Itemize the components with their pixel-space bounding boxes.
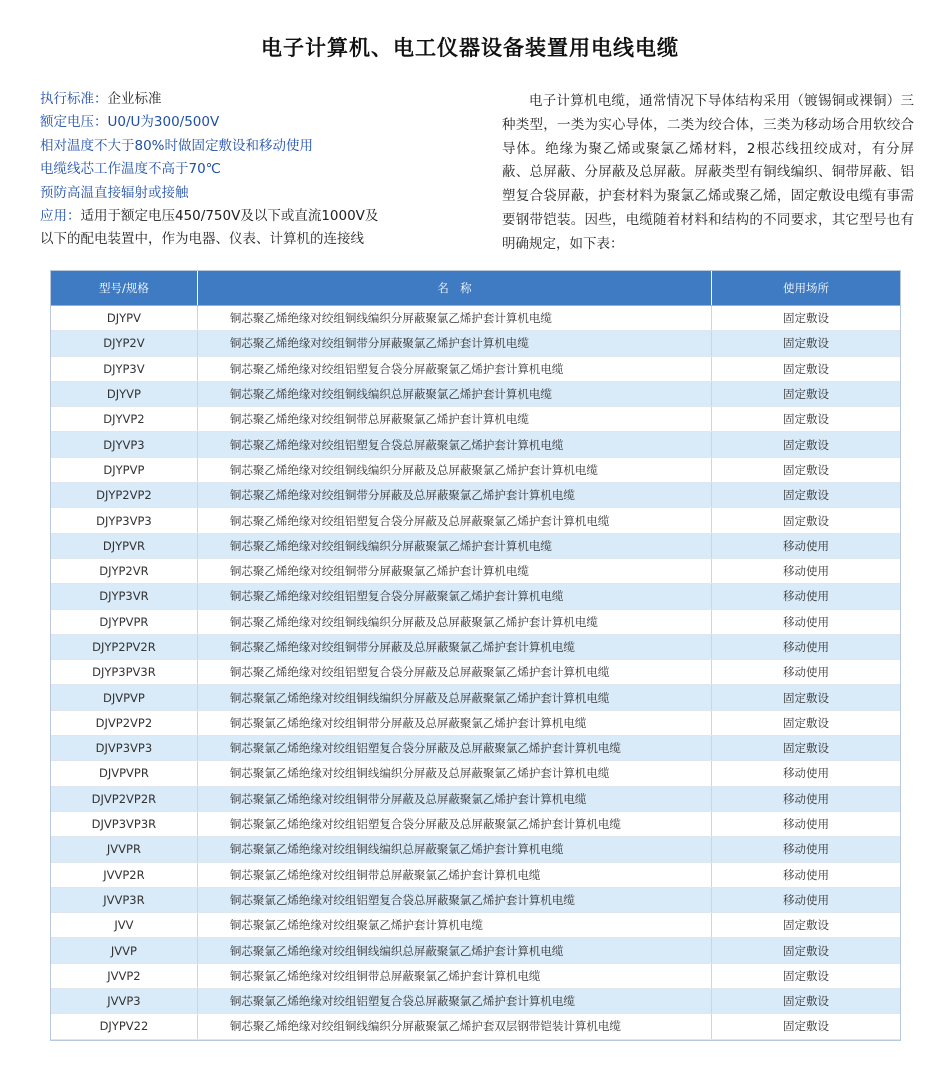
spec-application-cont: 以下的配电装置中，作为电器、仪表、计算机的连接线 xyxy=(40,231,364,248)
cell-model: JVVP xyxy=(51,938,197,963)
cell-name: 铜芯聚乙烯绝缘对绞组铜带分屏蔽聚氯乙烯护套计算机电缆 xyxy=(197,558,711,583)
spec-voltage xyxy=(40,111,460,134)
cell-model: DJYPVPR xyxy=(51,609,197,634)
cell-model: DJVP3VP3 xyxy=(51,736,197,761)
cell-name: 铜芯聚氯乙烯绝缘对绞组铝塑复合袋总屏蔽聚氯乙烯护套计算机电缆 xyxy=(197,887,711,912)
table-row xyxy=(51,685,900,710)
spec-standard xyxy=(40,88,460,111)
cell-model: DJYPVP xyxy=(51,457,197,482)
cell-model: DJVP3VP3R xyxy=(51,811,197,836)
table-row xyxy=(51,938,900,963)
table-row xyxy=(51,634,900,659)
cell-use: 移动使用 xyxy=(712,887,900,912)
cell-model: DJYVP3 xyxy=(51,432,197,457)
table-row xyxy=(51,786,900,811)
description-paragraph: 电子计算机电缆，通常情况下导体结构采用（镀锡铜或裸铜）三种类型，一类为实心导体，二类为绞合体，三类为移动场合用软绞合导体。绝缘为聚乙烯或聚氯乙烯材料，2根芯线扭绞成对，有分屏蔽、总屏蔽、分屏蔽及总屏蔽。屏蔽类型有铜线编织、铜带屏蔽、铝塑复合袋屏蔽，护套材料为聚氯乙烯或聚乙烯，固定敷设电缆有事需要钢带铠装。因些，电缆随着材料和结构的不同要求，其它型号也有明确规定，如下表： xyxy=(502,93,914,252)
table-row xyxy=(51,837,900,862)
cell-name: 铜芯聚氯乙烯绝缘对绞组铝塑复合袋分屏蔽及总屏蔽聚氯乙烯护套计算机电缆 xyxy=(197,811,711,836)
cell-use: 移动使用 xyxy=(712,786,900,811)
table-row xyxy=(51,533,900,558)
cell-model: DJYP3V xyxy=(51,356,197,381)
cell-use: 固定敷设 xyxy=(712,331,900,356)
header-model: 型号/规格 xyxy=(51,271,197,306)
spec-value: 适用于额定电压450/750V及以下或直流1000V及 xyxy=(80,208,379,225)
cell-model: DJYP3VP3 xyxy=(51,508,197,533)
header-use: 使用场所 xyxy=(712,271,900,306)
cell-use: 固定敷设 xyxy=(712,356,900,381)
cell-use: 固定敷设 xyxy=(712,685,900,710)
cell-name: 铜芯聚氯乙烯绝缘对绞组铜线编织分屏蔽及总屏蔽聚氯乙烯护套计算机电缆 xyxy=(197,761,711,786)
table-header-row xyxy=(51,271,900,306)
cell-name: 铜芯聚乙烯绝缘对绞组铜线编织分屏蔽聚氯乙烯护套计算机电缆 xyxy=(197,306,711,331)
cell-use: 移动使用 xyxy=(712,837,900,862)
cell-name: 铜芯聚氯乙烯绝缘对绞组铜线编织分屏蔽及总屏蔽聚氯乙烯护套计算机电缆 xyxy=(197,685,711,710)
cell-name: 铜芯聚乙烯绝缘对绞组铜带总屏蔽聚氯乙烯护套计算机电缆 xyxy=(197,407,711,432)
cell-use: 固定敷设 xyxy=(712,457,900,482)
table-row xyxy=(51,331,900,356)
cell-model: DJVPVP xyxy=(51,685,197,710)
cell-model: JVVP3 xyxy=(51,989,197,1014)
cell-model: DJYP3VR xyxy=(51,584,197,609)
cell-name: 铜芯聚乙烯绝缘对绞组铜带分屏蔽及总屏蔽聚氯乙烯护套计算机电缆 xyxy=(197,483,711,508)
cable-table xyxy=(50,270,901,1041)
cell-name: 铜芯聚氯乙烯绝缘对绞组铜带分屏蔽及总屏蔽聚氯乙烯护套计算机电缆 xyxy=(197,710,711,735)
cell-model: DJYVP2 xyxy=(51,407,197,432)
cell-name: 铜芯聚乙烯绝缘对绞组铜带分屏蔽及总屏蔽聚氯乙烯护套计算机电缆 xyxy=(197,634,711,659)
cell-name: 铜芯聚氯乙烯绝缘对绞组铜带总屏蔽聚氯乙烯护套计算机电缆 xyxy=(197,862,711,887)
table-row xyxy=(51,989,900,1014)
table-row xyxy=(51,584,900,609)
header-name: 名 称 xyxy=(197,271,711,306)
table-row xyxy=(51,457,900,482)
table-row xyxy=(51,483,900,508)
cell-use: 移动使用 xyxy=(712,634,900,659)
table-row xyxy=(51,862,900,887)
cell-use: 固定敷设 xyxy=(712,381,900,406)
cell-use: 固定敷设 xyxy=(712,963,900,988)
spec-radiation xyxy=(40,182,460,205)
cell-use: 固定敷设 xyxy=(712,938,900,963)
cell-model: DJYVP xyxy=(51,381,197,406)
table-row xyxy=(51,710,900,735)
cell-model: JVV xyxy=(51,913,197,938)
cell-name: 铜芯聚氯乙烯绝缘对绞组铜线编织总屏蔽聚氯乙烯护套计算机电缆 xyxy=(197,837,711,862)
cell-use: 移动使用 xyxy=(712,761,900,786)
cell-use: 固定敷设 xyxy=(712,1014,900,1039)
cell-name: 铜芯聚乙烯绝缘对绞组铜线编织分屏蔽及总屏蔽聚氯乙烯护套计算机电缆 xyxy=(197,457,711,482)
table-row xyxy=(51,811,900,836)
table-row xyxy=(51,963,900,988)
cell-name: 铜芯聚乙烯绝缘对绞组铜线编织分屏蔽聚氯乙烯护套计算机电缆 xyxy=(197,533,711,558)
spec-temperature xyxy=(40,158,460,181)
cell-model: JVVP2R xyxy=(51,862,197,887)
spec-label: 额定电压： xyxy=(40,114,108,131)
table-row xyxy=(51,508,900,533)
cell-use: 固定敷设 xyxy=(712,306,900,331)
spec-label: 执行标准： xyxy=(40,91,108,107)
cell-use: 移动使用 xyxy=(712,811,900,836)
spec-label: 预防高温直接辐射或接触 xyxy=(40,184,189,201)
spec-list xyxy=(40,88,460,252)
cell-use: 固定敷设 xyxy=(712,989,900,1014)
spec-humidity xyxy=(40,135,460,158)
page-title: 电子计算机、电工仪器设备装置用电线电缆 xyxy=(261,36,679,60)
cell-use: 固定敷设 xyxy=(712,483,900,508)
cell-use: 移动使用 xyxy=(712,533,900,558)
cell-model: DJVP2VP2R xyxy=(51,786,197,811)
cell-name: 铜芯聚乙烯绝缘对绞组铝塑复合袋分屏蔽聚氯乙烯护套计算机电缆 xyxy=(197,584,711,609)
cell-use: 移动使用 xyxy=(712,862,900,887)
cell-model: DJYP3PV3R xyxy=(51,660,197,685)
cell-use: 移动使用 xyxy=(712,609,900,634)
cell-name: 铜芯聚乙烯绝缘对绞组铜线编织分屏蔽聚氯乙烯护套双层钢带铠装计算机电缆 xyxy=(197,1014,711,1039)
cell-use: 移动使用 xyxy=(712,660,900,685)
spec-value: U0/U为300/500V xyxy=(107,114,220,131)
table-row xyxy=(51,306,900,331)
cell-model: JVVPR xyxy=(51,837,197,862)
cell-name: 铜芯聚氯乙烯绝缘对绞组聚氯乙烯护套计算机电缆 xyxy=(197,913,711,938)
cell-model: DJYPV xyxy=(51,306,197,331)
cell-name: 铜芯聚乙烯绝缘对绞组铜线编织总屏蔽聚氯乙烯护套计算机电缆 xyxy=(197,381,711,406)
spec-label: 应用： xyxy=(40,208,81,225)
cell-use: 固定敷设 xyxy=(712,736,900,761)
cell-name: 铜芯聚乙烯绝缘对绞组铝塑复合袋总屏蔽聚氯乙烯护套计算机电缆 xyxy=(197,432,711,457)
table-row xyxy=(51,887,900,912)
cell-use: 固定敷设 xyxy=(712,508,900,533)
table-row xyxy=(51,660,900,685)
cell-model: JVVP3R xyxy=(51,887,197,912)
cell-model: DJVPVPR xyxy=(51,761,197,786)
cell-use: 固定敷设 xyxy=(712,710,900,735)
cell-model: DJYP2V xyxy=(51,331,197,356)
cell-name: 铜芯聚乙烯绝缘对绞组铜线编织分屏蔽及总屏蔽聚氯乙烯护套计算机电缆 xyxy=(197,609,711,634)
cell-model: DJYP2VP2 xyxy=(51,483,197,508)
table-row xyxy=(51,761,900,786)
cell-name: 铜芯聚氯乙烯绝缘对绞组铜带总屏蔽聚氯乙烯护套计算机电缆 xyxy=(197,963,711,988)
cell-use: 移动使用 xyxy=(712,558,900,583)
cell-name: 铜芯聚乙烯绝缘对绞组铝塑复合袋分屏蔽及总屏蔽聚氯乙烯护套计算机电缆 xyxy=(197,508,711,533)
cell-use: 固定敷设 xyxy=(712,407,900,432)
table-row xyxy=(51,736,900,761)
cell-model: JVVP2 xyxy=(51,963,197,988)
table-row xyxy=(51,356,900,381)
cell-name: 铜芯聚氯乙烯绝缘对绞组铝塑复合袋分屏蔽及总屏蔽聚氯乙烯护套计算机电缆 xyxy=(197,736,711,761)
cell-model: DJYPV22 xyxy=(51,1014,197,1039)
spec-value: 企业标准 xyxy=(107,91,162,107)
spec-application xyxy=(40,205,460,228)
cell-use: 固定敷设 xyxy=(712,913,900,938)
spec-label: 相对温度不大于80%时做固定敷设和移动使用 xyxy=(40,137,314,154)
cell-name: 铜芯聚乙烯绝缘对绞组铝塑复合袋分屏蔽及总屏蔽聚氯乙烯护套计算机电缆 xyxy=(197,660,711,685)
table-row xyxy=(51,558,900,583)
spec-label: 电缆线芯工作温度不高于70℃ xyxy=(40,161,221,178)
cell-use: 固定敷设 xyxy=(712,432,900,457)
cell-name: 铜芯聚乙烯绝缘对绞组铝塑复合袋分屏蔽聚氯乙烯护套计算机电缆 xyxy=(197,356,711,381)
cell-use: 移动使用 xyxy=(712,584,900,609)
table-row xyxy=(51,913,900,938)
table-row xyxy=(51,1014,900,1039)
table-row xyxy=(51,432,900,457)
table-row xyxy=(51,381,900,406)
table-row xyxy=(51,407,900,432)
cell-name: 铜芯聚氯乙烯绝缘对绞组铝塑复合袋总屏蔽聚氯乙烯护套计算机电缆 xyxy=(197,989,711,1014)
cell-name: 铜芯聚氯乙烯绝缘对绞组铜线编织总屏蔽聚氯乙烯护套计算机电缆 xyxy=(197,938,711,963)
cell-name: 铜芯聚乙烯绝缘对绞组铜带分屏蔽聚氯乙烯护套计算机电缆 xyxy=(197,331,711,356)
table-row xyxy=(51,609,900,634)
cell-name: 铜芯聚氯乙烯绝缘对绞组铜带分屏蔽及总屏蔽聚氯乙烯护套计算机电缆 xyxy=(197,786,711,811)
cell-model: DJYPVR xyxy=(51,533,197,558)
cell-model: DJVP2VP2 xyxy=(51,710,197,735)
cell-model: DJYP2PV2R xyxy=(51,634,197,659)
cell-model: DJYP2VR xyxy=(51,558,197,583)
